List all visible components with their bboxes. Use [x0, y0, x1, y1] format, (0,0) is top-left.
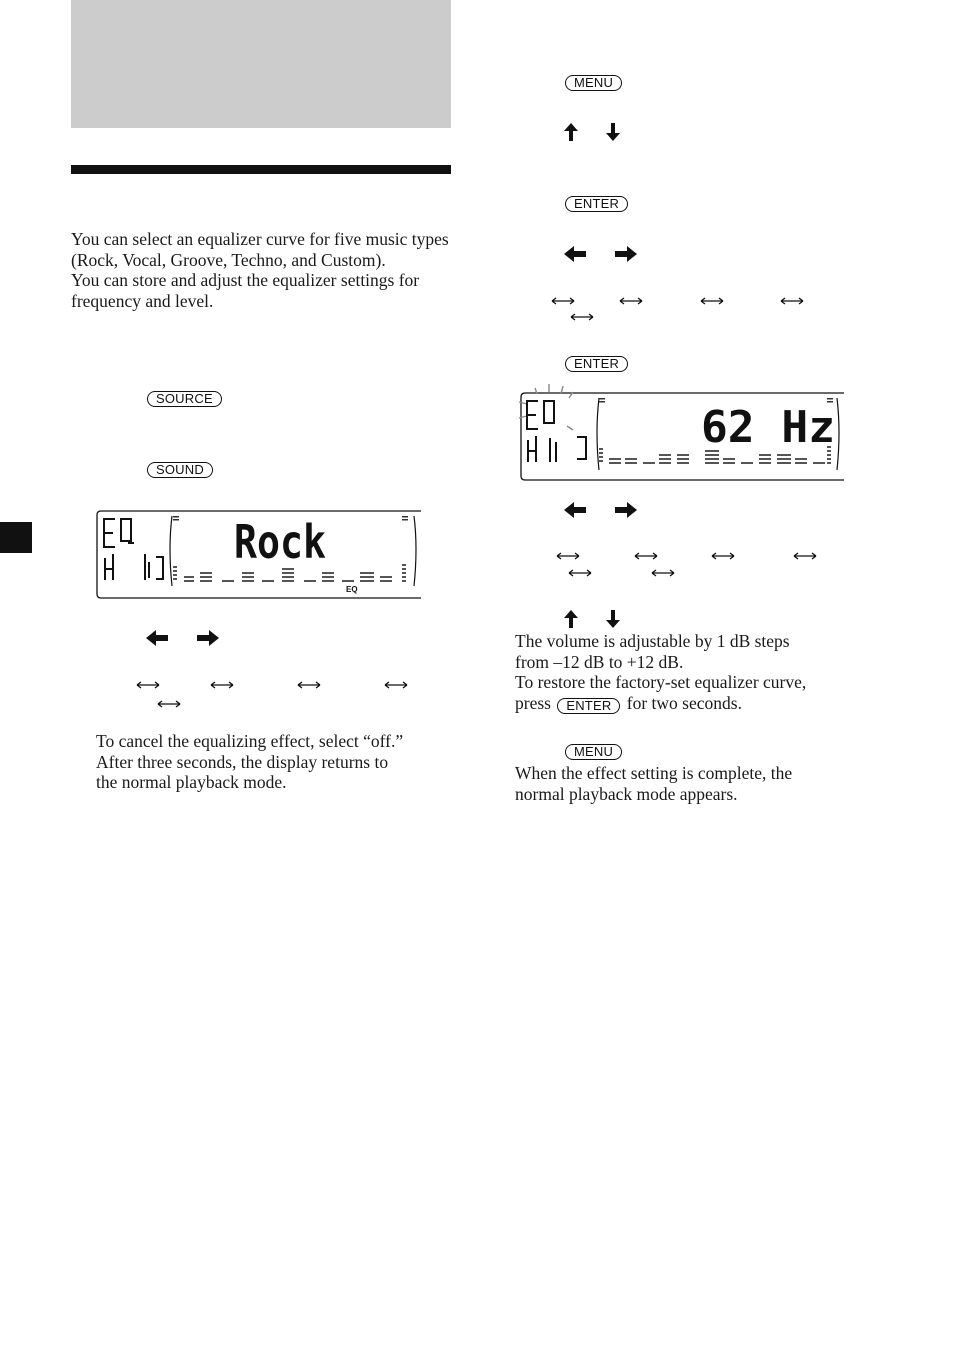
double-arrow-icon: [210, 680, 234, 690]
source-button[interactable]: SOURCE: [147, 391, 222, 407]
cancel-line-2: After three seconds, the display returns to: [96, 751, 389, 772]
finish-note: [515, 763, 935, 804]
arrow-right-icon: [197, 630, 219, 646]
volume-note: [515, 631, 935, 713]
double-arrow-icon: [297, 680, 321, 690]
intro-text: [71, 229, 456, 311]
arrow-right-icon: [615, 246, 637, 262]
double-arrow-icon: [384, 680, 408, 690]
intro-paragraph-2: You can store and adjust the equalizer settings for frequency and level.: [71, 270, 420, 311]
volume-line-4: [515, 693, 935, 714]
menu-button[interactable]: MENU: [565, 744, 622, 760]
volume-line-1: The volume is adjustable by 1 dB steps: [515, 631, 790, 651]
cancel-line-1: To cancel the equalizing effect, select “off.”: [96, 731, 404, 751]
finish-line-1: When the effect setting is complete, the: [515, 763, 793, 783]
double-arrow-icon: [136, 680, 160, 690]
double-arrow-icon: [700, 296, 724, 306]
cancel-note: [96, 731, 456, 793]
volume-line-2: from –12 dB to +12 dB.: [515, 651, 684, 672]
double-arrow-icon: [793, 551, 817, 561]
section-header-box: [71, 0, 451, 128]
double-arrow-icon: [619, 296, 643, 306]
arrow-left-icon: [564, 502, 586, 518]
double-arrow-icon: [651, 568, 675, 578]
double-arrow-icon: [711, 551, 735, 561]
double-arrow-icon: [157, 699, 181, 709]
finish-line-2: normal playback mode appears.: [515, 783, 738, 804]
double-arrow-icon: [570, 312, 594, 322]
menu-button[interactable]: MENU: [565, 75, 622, 91]
lcd-frequency-text: 62 Hz: [701, 402, 835, 453]
lcd-display-frequency: [515, 382, 845, 482]
double-arrow-icon: [780, 296, 804, 306]
double-arrow-icon: [556, 551, 580, 561]
enter-button[interactable]: ENTER: [565, 356, 628, 372]
arrow-up-icon: [564, 610, 578, 628]
after-text: for two seconds.: [626, 692, 742, 713]
double-arrow-icon: [634, 551, 658, 561]
enter-button[interactable]: ENTER: [565, 196, 628, 212]
double-arrow-icon: [551, 296, 575, 306]
arrow-right-icon: [615, 502, 637, 518]
volume-line-3: To restore the factory-set equalizer curve,: [515, 672, 807, 692]
enter-button[interactable]: ENTER: [557, 698, 620, 714]
sound-button[interactable]: SOUND: [147, 462, 213, 478]
lcd-display-rock: [96, 508, 422, 600]
page-edge-tab: [0, 522, 32, 553]
arrow-left-icon: [146, 630, 168, 646]
arrow-up-icon: [564, 123, 578, 141]
lcd-eq-label: EQ: [346, 585, 358, 594]
section-rule: [71, 165, 451, 174]
double-arrow-icon: [568, 568, 592, 578]
intro-paragraph-1: You can select an equalizer curve for five music types (Rock, Vocal, Groove, Techno, and Custom).: [71, 229, 449, 270]
arrow-left-icon: [564, 246, 586, 262]
arrow-down-icon: [606, 610, 620, 628]
lcd-rock-text: Rock: [234, 515, 326, 569]
arrow-down-icon: [606, 123, 620, 141]
press-word: press: [515, 692, 551, 713]
cancel-line-3: the normal playback mode.: [96, 772, 287, 792]
